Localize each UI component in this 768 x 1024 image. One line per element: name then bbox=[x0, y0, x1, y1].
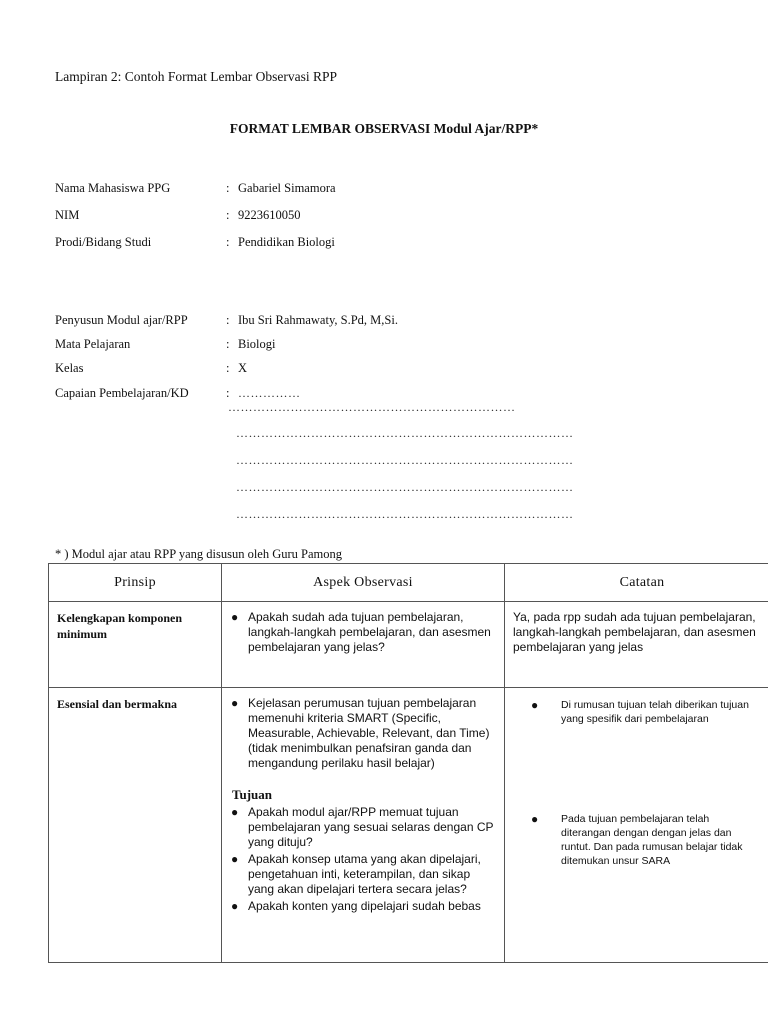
sub-item-text: Apakah konsep utama yang akan dipelajari, pengetahuan inti, keterampilan, dan sikap yang akan dipelajari tertera secara jelas? bbox=[248, 852, 481, 896]
header-prinsip: Prinsip bbox=[49, 564, 222, 602]
bullet-icon: ● bbox=[231, 805, 239, 819]
sub-item-text: Apakah konten yang dipelajari sudah bebas bbox=[248, 899, 481, 913]
colon: : bbox=[226, 386, 230, 400]
label-capaian: Capaian Pembelajaran/KD bbox=[55, 386, 189, 400]
colon: : bbox=[226, 313, 230, 327]
header-catatan: Catatan bbox=[505, 564, 768, 602]
colon: : bbox=[226, 235, 230, 249]
label-kelas: Kelas bbox=[55, 361, 84, 375]
list-item bbox=[224, 852, 498, 897]
aspek-item-text: Apakah sudah ada tujuan pembelajaran, langkah-langkah pembelajaran, dan asesmen pembelajaran yang jelas? bbox=[248, 610, 491, 654]
capaian-dotted-line: ……………………………………………………………………… bbox=[236, 426, 574, 440]
value-penyusun: Ibu Sri Rahmawaty, S.Pd, M,Si. bbox=[238, 313, 398, 327]
bullet-icon: ● bbox=[231, 899, 239, 913]
value-nim: 9223610050 bbox=[238, 208, 301, 222]
table-row bbox=[49, 602, 768, 688]
table-row bbox=[49, 688, 768, 963]
sub-item-text: Apakah modul ajar/RPP memuat tujuan pembelajaran yang sesuai selaras dengan CP yang dituju? bbox=[248, 805, 494, 849]
aspek-item-text: Kejelasan perumusan tujuan pembelajaran memenuhi kriteria SMART (Specific, Measurable, Achievable, Relevant, dan Time) (tidak menimbulkan penafsiran ganda dan mengandung perilaku hasil belajar) bbox=[248, 696, 490, 770]
value-nama-mahasiswa: Gabariel Simamora bbox=[238, 181, 336, 195]
colon: : bbox=[226, 208, 230, 222]
prinsip-cell bbox=[49, 602, 222, 688]
prinsip-text: Esensial dan bermakna bbox=[57, 697, 178, 711]
value-kelas: X bbox=[238, 361, 248, 375]
label-penyusun: Penyusun Modul ajar/RPP bbox=[55, 313, 188, 327]
header-aspek-observasi: Aspek Observasi bbox=[222, 564, 505, 602]
list-item bbox=[505, 698, 749, 726]
bullet-icon: ● bbox=[531, 698, 539, 712]
capaian-dotted-line: ……………………………………………………………………… bbox=[236, 480, 574, 494]
list-item bbox=[224, 805, 498, 850]
aspek-cell bbox=[222, 602, 505, 688]
value-prodi: Pendidikan Biologi bbox=[238, 235, 335, 249]
catatan-cell bbox=[505, 688, 768, 963]
catatan-text: Ya, pada rpp sudah ada tujuan pembelajaran, langkah-langkah pembelajaran, dan asesmen pembelajaran yang jelas bbox=[513, 610, 756, 654]
catatan-item-text: Di rumusan tujuan telah diberikan tujuan yang spesifik dari pembelajaran bbox=[561, 699, 749, 725]
observation-table bbox=[48, 563, 768, 963]
bullet-icon: ● bbox=[531, 812, 539, 826]
label-prodi: Prodi/Bidang Studi bbox=[55, 235, 152, 249]
bullet-icon: ● bbox=[231, 610, 239, 624]
value-capaian: …………… bbox=[238, 386, 301, 400]
bullet-icon: ● bbox=[231, 852, 239, 866]
colon: : bbox=[226, 361, 230, 375]
label-nim: NIM bbox=[55, 208, 80, 222]
prinsip-text: Kelengkapan komponen minimum bbox=[57, 611, 183, 641]
list-item bbox=[505, 812, 749, 868]
prinsip-cell bbox=[49, 688, 222, 963]
list-item bbox=[224, 899, 498, 914]
catatan-cell bbox=[505, 602, 768, 688]
bullet-icon: ● bbox=[231, 696, 239, 710]
aspek-cell bbox=[222, 688, 505, 963]
list-item bbox=[224, 610, 498, 655]
colon: : bbox=[226, 181, 230, 195]
subheading-tujuan: Tujuan bbox=[232, 787, 272, 802]
appendix-header: Lampiran 2: Contoh Format Lembar Observasi RPP bbox=[55, 69, 337, 84]
capaian-dotted-line: ……………………………………………………………………… bbox=[236, 507, 574, 521]
capaian-dotted-line: …………………………………………………………… bbox=[228, 400, 516, 414]
document-title: FORMAT LEMBAR OBSERVASI Modul Ajar/RPP* bbox=[229, 121, 539, 136]
footnote: * ) Modul ajar atau RPP yang disusun oleh Guru Pamong bbox=[55, 547, 343, 561]
catatan-item-text: Pada tujuan pembelajaran telah diterangan dengan dengan jelas dan runtut. Dan pada rumusan belajar tidak ditemukan unsur SARA bbox=[561, 813, 743, 867]
value-mata-pelajaran: Biologi bbox=[238, 337, 276, 351]
capaian-dotted-line: ……………………………………………………………………… bbox=[236, 453, 574, 467]
list-item bbox=[224, 696, 498, 771]
colon: : bbox=[226, 337, 230, 351]
label-nama-mahasiswa: Nama Mahasiswa PPG bbox=[55, 181, 171, 195]
table-header-row bbox=[49, 564, 768, 602]
label-mata-pelajaran: Mata Pelajaran bbox=[55, 337, 131, 351]
